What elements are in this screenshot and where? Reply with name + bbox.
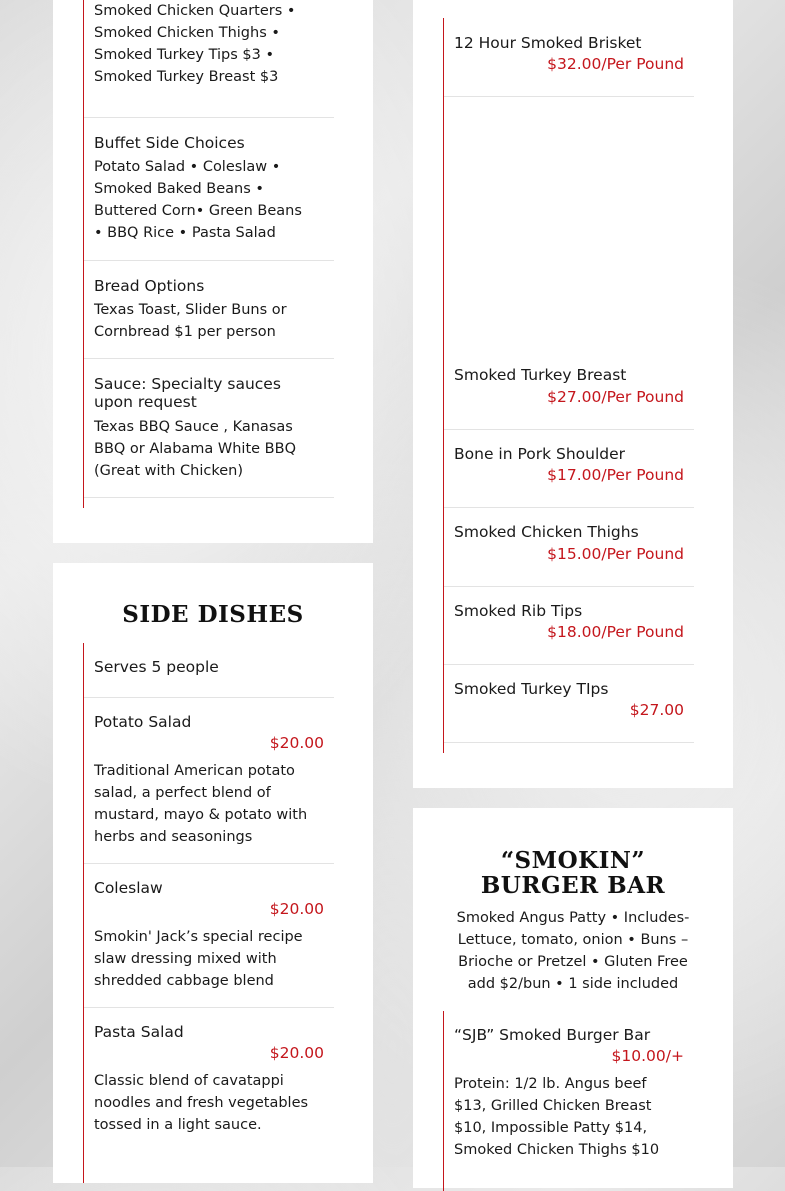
side-item-desc: Smokin' Jack’s special recipe slaw dressing mixed with shredded cabbage blend (94, 929, 303, 989)
side-item-name: Potato Salad (94, 713, 192, 731)
side-item-price: $20.00 (269, 734, 324, 752)
sauce-text: Texas BBQ Sauce , Kanasas BBQ or Alabama White BBQ (Great with Chicken) (94, 419, 296, 479)
burger-bar-intro: Smoked Angus Patty • Includes- Lettuce, tomato, onion • Buns – Brioche or Pretzel • Gluten Free add $2/bun • 1 side included (456, 910, 690, 992)
side-item-desc: Classic blend of cavatappi noodles and fresh vegetables tossed in a light sauce. (94, 1073, 309, 1133)
meats-card (413, 0, 733, 788)
side-dishes-card (53, 563, 373, 1183)
meat-item-price: $17.00/Per Pound (547, 466, 684, 484)
side-choices-text: Potato Salad • Coleslaw • Smoked Baked Beans • Buttered Corn• Green Beans • BBQ Rice • Pasta Salad (94, 159, 302, 241)
side-item-price: $20.00 (269, 900, 324, 918)
burger-bar-heading: “SMOKIN” BURGER BAR (480, 847, 666, 899)
meat-item-price: $15.00/Per Pound (547, 545, 684, 563)
buffet-items (83, 0, 334, 508)
burger-item-name: “SJB” Smoked Burger Bar (454, 1026, 651, 1044)
side-item-name: Coleslaw (94, 879, 163, 897)
meat-item-name: Smoked Turkey Breast (454, 366, 627, 384)
bread-options-item (84, 261, 334, 359)
side-item-price: $20.00 (269, 1044, 324, 1062)
sauce-title: Sauce: Specialty sauces upon request (94, 375, 281, 411)
meat-item-turkey-tips (444, 665, 694, 743)
meat-item-brisket (444, 18, 694, 97)
meat-item-name: Smoked Chicken Thighs (454, 523, 639, 541)
meat-item-price: $27.00/Per Pound (547, 388, 684, 406)
meats-list (443, 18, 694, 753)
meat-item-price: $18.00/Per Pound (547, 623, 684, 641)
meat-item-turkey-breast (444, 97, 694, 430)
meat-item-chicken-thighs (444, 508, 694, 587)
meat-choices-text: Smoked Chicken Quarters • Smoked Chicken Thighs • Smoked Turkey Tips $3 • Smoked Turkey Breast $3 (94, 3, 296, 85)
burger-bar-card (413, 808, 733, 1188)
burger-bar-item (444, 1011, 694, 1191)
side-item-name: Pasta Salad (94, 1023, 184, 1041)
burger-item-desc: Protein: 1/2 lb. Angus beef $13, Grilled Chicken Breast $10, Impossible Patty $14, Smoked Chicken Thighs $10 (454, 1076, 660, 1158)
meat-item-price: $32.00/Per Pound (547, 55, 684, 73)
bread-options-title: Bread Options (94, 277, 205, 295)
meat-item-name: Bone in Pork Shoulder (454, 445, 626, 463)
serves-item (84, 643, 334, 698)
serves-text: Serves 5 people (94, 658, 219, 676)
meat-item-pork-shoulder (444, 430, 694, 508)
buffet-card (53, 0, 373, 543)
sauce-item (84, 359, 334, 498)
buffet-side-item (84, 118, 334, 261)
burger-bar-list (443, 1011, 694, 1191)
side-item-potato-salad (84, 698, 334, 864)
burger-item-price: $10.00/+ (611, 1047, 684, 1065)
side-dishes-list (83, 643, 334, 1183)
side-item-pasta-salad (84, 1008, 334, 1183)
meat-item-rib-tips (444, 587, 694, 665)
meat-item-name: 12 Hour Smoked Brisket (454, 34, 642, 52)
side-item-coleslaw (84, 864, 334, 1008)
meat-item-name: Smoked Turkey TIps (454, 680, 609, 698)
side-dishes-heading: SIDE DISHES (122, 601, 304, 628)
meat-item-price: $27.00 (629, 701, 684, 719)
buffet-meat-item (84, 0, 334, 118)
side-choices-title: Buffet Side Choices (94, 134, 245, 152)
bread-options-text: Texas Toast, Slider Buns or Cornbread $1 per person (94, 302, 287, 340)
side-item-desc: Traditional American potato salad, a perfect blend of mustard, mayo & potato with herbs and seasonings (94, 763, 308, 845)
meat-item-name: Smoked Rib Tips (454, 602, 583, 620)
